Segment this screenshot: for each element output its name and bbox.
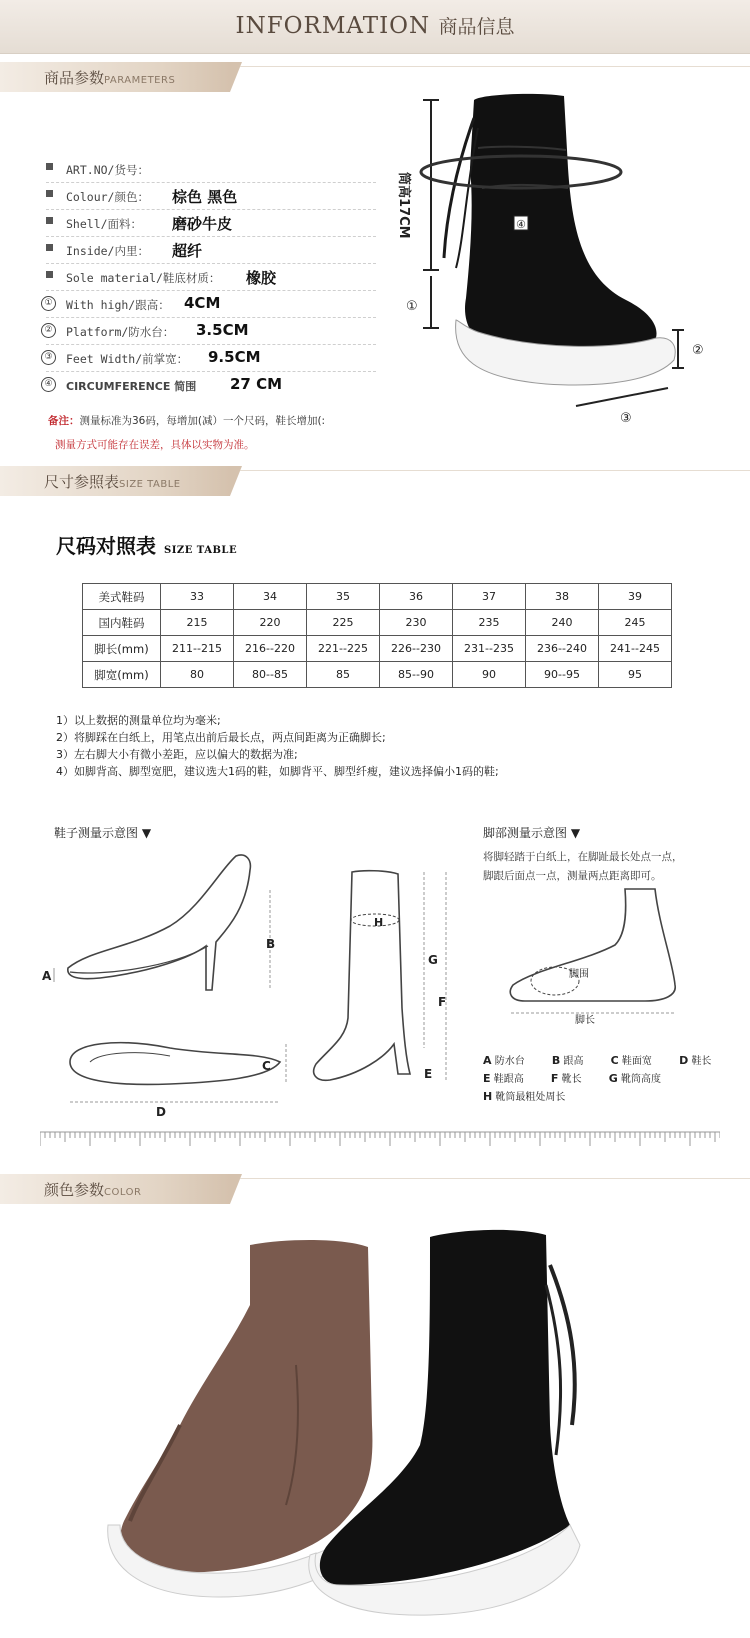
legend-item: A 防水台 xyxy=(483,1054,525,1067)
table-cell: 231--235 xyxy=(453,636,526,662)
param-label: Sole material/鞋底材质： xyxy=(66,271,221,285)
shoe-diagram-label: 鞋子测量示意图 ▼ xyxy=(54,826,152,840)
marker-1-icon: ① xyxy=(41,296,56,311)
table-row xyxy=(83,610,672,636)
param-value: 4CM xyxy=(184,294,221,312)
section-title-color: 颜色参数 xyxy=(44,1181,105,1199)
table-cell: 80 xyxy=(161,662,234,688)
size-table xyxy=(82,583,672,688)
foot-length-label: 脚长 xyxy=(575,1015,595,1025)
divider xyxy=(240,66,750,67)
table-cell: 85 xyxy=(307,662,380,688)
pump-top-sketch xyxy=(40,1022,290,1122)
section-ribbon-color xyxy=(0,1174,230,1204)
bullet-icon xyxy=(46,244,53,251)
tall-boot-sketch xyxy=(290,868,460,1108)
header-title xyxy=(0,12,750,39)
table-cell: 90--95 xyxy=(526,662,599,688)
table-cell: 80--85 xyxy=(234,662,307,688)
marker-3-icon: ③ xyxy=(41,350,56,365)
table-cell: 230 xyxy=(380,610,453,636)
row-header: 国内鞋码 xyxy=(83,610,161,636)
pump-side-sketch xyxy=(40,850,280,1000)
table-cell: 241--245 xyxy=(599,636,672,662)
table-cell: 85--90 xyxy=(380,662,453,688)
section-ribbon-size xyxy=(0,466,230,496)
param-row-circumference xyxy=(46,372,376,399)
section-ribbon-params xyxy=(0,62,230,92)
legend-item: D 鞋长 xyxy=(679,1054,712,1067)
param-row-sole xyxy=(46,264,376,291)
row-header: 脚宽(mm) xyxy=(83,662,161,688)
foot-sketch xyxy=(505,885,705,1025)
table-cell: 235 xyxy=(453,610,526,636)
letter-c: C xyxy=(262,1059,271,1073)
table-cell: 95 xyxy=(599,662,672,688)
bullet-icon xyxy=(46,190,53,197)
table-row xyxy=(83,636,672,662)
table-row xyxy=(83,584,672,610)
section-subtitle-color: COLOR xyxy=(104,1187,142,1198)
param-value: 磨砂牛皮 xyxy=(172,215,233,233)
divider xyxy=(240,470,750,471)
table-cell: 35 xyxy=(307,584,380,610)
param-value: 9.5CM xyxy=(208,348,261,366)
param-row-platform xyxy=(46,318,376,345)
size-table-title-cn: 尺码对照表 xyxy=(56,534,156,558)
parameter-list xyxy=(46,156,376,399)
table-cell: 225 xyxy=(307,610,380,636)
param-value: 27 CM xyxy=(230,375,283,393)
header-title-en: INFORMATION xyxy=(235,13,431,39)
size-table-title-en: SIZE TABLE xyxy=(164,545,238,556)
header-title-cn: 商品信息 xyxy=(438,16,515,38)
tip-item: 1）以上数据的测量单位均为毫米; xyxy=(56,714,221,727)
param-row-colour xyxy=(46,183,376,210)
marker-3-label: ③ xyxy=(620,411,632,426)
marker-2-label: ② xyxy=(692,343,704,358)
param-label: Platform/防水台： xyxy=(66,325,175,339)
boot-measurement-illustration xyxy=(386,88,726,448)
param-value: 超纤 xyxy=(172,242,203,260)
letter-h: H xyxy=(374,916,384,929)
brown-boot xyxy=(121,1240,373,1572)
row-header: 脚长(mm) xyxy=(83,636,161,662)
table-cell: 211--215 xyxy=(161,636,234,662)
marker-4-label: ④ xyxy=(516,218,526,231)
tip-item: 3）左右脚大小有微小差距，应以偏大的数据为准; xyxy=(56,748,298,761)
param-label: Feet Width/前掌宽： xyxy=(66,352,189,366)
letter-f: F xyxy=(438,995,447,1009)
param-row-width xyxy=(46,345,376,372)
table-cell: 39 xyxy=(599,584,672,610)
info-header xyxy=(0,0,750,54)
param-value: 棕色 黑色 xyxy=(172,188,238,206)
param-value: 橡胶 xyxy=(246,269,277,287)
note-text: 测量标准为36码，每增加(减）一个尺码，鞋长增加(: xyxy=(79,415,326,427)
row-header: 美式鞋码 xyxy=(83,584,161,610)
param-row-artno xyxy=(46,156,376,183)
param-label: Colour/颜色： xyxy=(66,190,149,204)
table-cell: 37 xyxy=(453,584,526,610)
table-cell: 215 xyxy=(161,610,234,636)
legend-item: C 鞋面宽 xyxy=(610,1054,652,1067)
foot-diagram-label: 脚部测量示意图 ▼ xyxy=(483,826,581,840)
param-value: 3.5CM xyxy=(196,321,249,339)
legend-item: F 靴长 xyxy=(550,1072,582,1085)
param-label: CIRCUMFERENCE 简围 xyxy=(66,380,197,393)
letter-b: B xyxy=(266,937,276,951)
table-cell: 33 xyxy=(161,584,234,610)
legend-item: E 鞋跟高 xyxy=(483,1072,524,1085)
legend-item: G 靴筒高度 xyxy=(608,1072,661,1085)
letter-a: A xyxy=(42,969,52,983)
size-tips xyxy=(56,712,499,780)
section-subtitle-size: SIZE TABLE xyxy=(119,479,181,490)
param-label: With high/跟高： xyxy=(66,298,170,312)
letter-d: D xyxy=(156,1105,166,1119)
bullet-icon xyxy=(46,163,53,170)
foot-girth-label: 脚围 xyxy=(569,969,589,980)
note-line-1 xyxy=(48,413,383,429)
legend-item: B 跟高 xyxy=(551,1054,584,1067)
size-table-title xyxy=(56,530,237,559)
param-label: Shell/面料： xyxy=(66,217,143,231)
param-label: ART.NO/货号： xyxy=(66,163,149,177)
bullet-icon xyxy=(46,271,53,278)
param-row-shell xyxy=(46,210,376,237)
tip-item: 4）如脚背高、脚型宽肥，建议选大1码的鞋，如脚背平、脚型纤瘦，建议选择偏小1码的鞋; xyxy=(56,765,499,778)
section-title-size: 尺寸参照表 xyxy=(44,473,120,491)
table-cell: 226--230 xyxy=(380,636,453,662)
bullet-icon xyxy=(46,217,53,224)
marker-1-label: ① xyxy=(406,299,418,314)
shaft-height-label: 筒高17CM xyxy=(396,172,411,239)
table-cell: 236--240 xyxy=(526,636,599,662)
param-row-inside xyxy=(46,237,376,264)
table-cell: 90 xyxy=(453,662,526,688)
letter-e: E xyxy=(424,1067,433,1081)
param-row-heel xyxy=(46,291,376,318)
table-cell: 34 xyxy=(234,584,307,610)
tip-item: 2）将脚踩在白纸上，用笔点出前后最长点，两点间距离为正确脚长; xyxy=(56,731,386,744)
divider xyxy=(240,1178,750,1179)
table-cell: 220 xyxy=(234,610,307,636)
legend-item: H 靴筒最粗处周长 xyxy=(483,1090,566,1103)
table-cell: 245 xyxy=(599,610,672,636)
section-subtitle-params: PARAMETERS xyxy=(104,75,176,86)
marker-2-icon: ② xyxy=(41,323,56,338)
table-cell: 36 xyxy=(380,584,453,610)
ruler xyxy=(40,1130,720,1150)
foot-diagram-description: 将脚轻踏于白纸上，在脚趾最长处点一点， 脚跟后面点一点，测量两点距离即可。 xyxy=(483,851,683,882)
table-row xyxy=(83,662,672,688)
table-cell: 221--225 xyxy=(307,636,380,662)
table-cell: 216--220 xyxy=(234,636,307,662)
section-title-params: 商品参数 xyxy=(44,69,105,87)
letter-g: G xyxy=(428,953,438,967)
note-prefix: 备注： xyxy=(48,415,80,427)
measurement-legend xyxy=(483,1052,735,1106)
boot-shaft xyxy=(465,94,657,360)
table-cell: 240 xyxy=(526,610,599,636)
note-line-2: 测量方式可能存在误差，具体以实物为准。 xyxy=(55,439,255,451)
table-cell: 38 xyxy=(526,584,599,610)
product-color-photo xyxy=(100,1225,660,1625)
marker-4-icon: ④ xyxy=(41,377,56,392)
param-label: Inside/内里： xyxy=(66,244,149,258)
